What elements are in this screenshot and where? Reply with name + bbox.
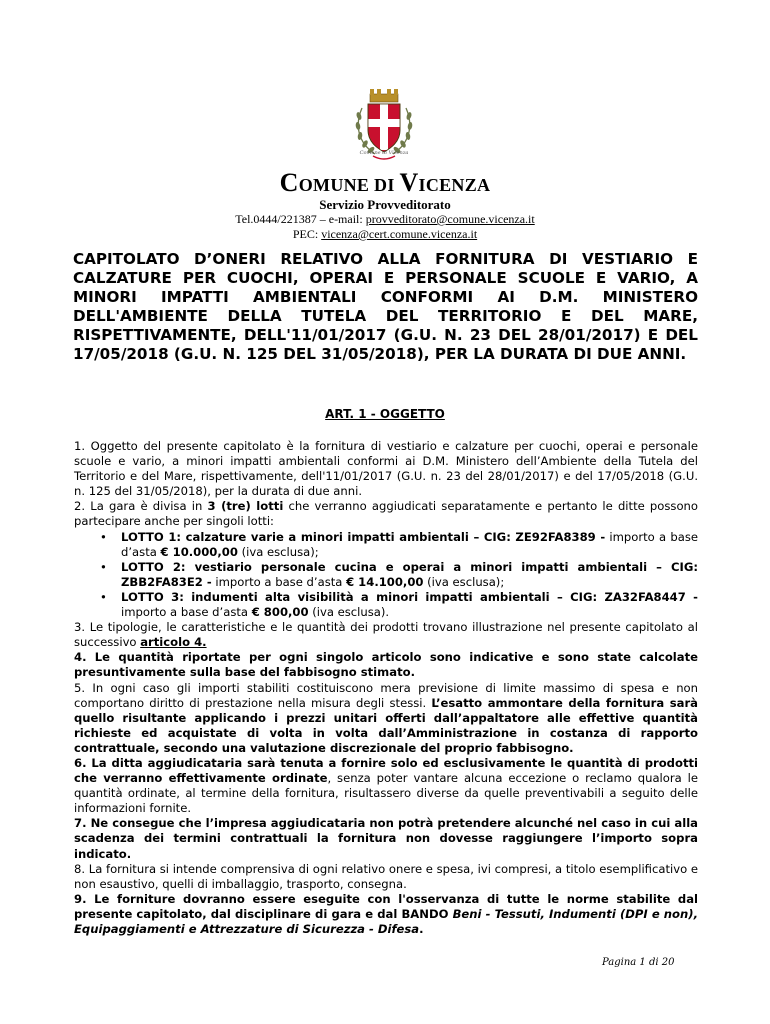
- page-number: Pagina 1 di 20: [602, 957, 675, 968]
- paragraph-2: 2. La gara è divisa in 3 (tre) lotti che verranno aggiudicati separatamente e pertanto le ditte possono partecipare anche per singoli lotti:: [74, 499, 698, 529]
- paragraph-7: 7. Ne consegue che l’impresa aggiudicataria non potrà pretendere alcunché nel caso in cui alla scadenza dei termini contrattuali la fornitura non dovesse raggiungere l’importo sopra indicato.: [74, 816, 698, 861]
- list-item: • LOTTO 2: vestiario personale cucina e operai a minori impatti ambientali – CIG: ZBB2FA83E2 - importo a base d’asta € 14.100,00 (iva esclusa);: [121, 560, 698, 590]
- crest-caption: Comune di Vicenza: [359, 150, 409, 156]
- list-item: • LOTTO 3: indumenti alta visibilità a minori impatti ambientali – CIG: ZA32FA8447 - importo a base d’asta € 800,00 (iva esclusa).: [121, 590, 698, 620]
- paragraph-3: 3. Le tipologie, le caratteristiche e le quantità dei prodotti trovano illustrazione nel presente capitolato al successivo articolo 4.: [74, 620, 698, 650]
- paragraph-9: 9. Le forniture dovranno essere eseguite con l'osservanza di tutte le norme stabilite dal presente capitolato, dal disciplinare di gara e dal BANDO Beni - Tessuti, Indumenti (DPI e non), Equipaggiamenti e Attrezzature di Sicurezza - Difesa.: [74, 891, 698, 936]
- contact-line: Tel.0444/221387 – e-mail: provveditorato@comune.vicenza.it: [235, 212, 535, 226]
- pec-link[interactable]: vicenza@cert.comune.vicenza.it: [321, 227, 478, 241]
- article-4-link[interactable]: articolo 4.: [140, 635, 207, 650]
- page-title: COMUNE DI VICENZA: [279, 168, 491, 197]
- lots-list: [74, 530, 698, 621]
- article-body: [74, 439, 698, 937]
- paragraph-4: 4. Le quantità riportate per ogni singolo articolo sono indicative e sono state calcolate presuntivamente sulla base del fabbisogno stimato.: [74, 650, 698, 680]
- service-name: Servizio Provveditorato: [319, 197, 451, 212]
- list-item: • LOTTO 1: calzature varie a minori impatti ambientali – CIG: ZE92FA8389 - importo a base d’asta € 10.000,00 (iva esclusa);: [121, 530, 698, 560]
- paragraph-1: 1. Oggetto del presente capitolato è la fornitura di vestiario e calzature per cuochi, operai e personale scuole e vario, a minori impatti ambientali conformi ai D.M. Ministero dell’Ambiente della Tutela del Territorio e del Mare, rispettivamente, dell'11/01/2017 (G.U. n. 23 del 28/01/2017) e del 17/05/2018 (G.U. n. 125 del 31/05/2018), per la durata di due anni.: [74, 439, 698, 499]
- document-heading: CAPITOLATO D’ONERI RELATIVO ALLA FORNITURA DI VESTIARIO E CALZATURE PER CUOCHI, OPERAI E PERSONALE SCUOLE E VARIO, A MINORI IMPATTI AMBIENTALI CONFORMI AI D.M. MINISTERO DELL'AMBIENTE DELLA TUTELA DEL TERRITORIO E DEL MARE, RISPETTIVAMENTE, DELL'11/01/2017 (G.U. N. 23 DEL 28/01/2017) E DEL 17/05/2018 (G.U. N. 125 DEL 31/05/2018), PER LA DURATA DI DUE ANNI.: [73, 250, 698, 363]
- paragraph-8: 8. La fornitura si intende comprensiva di ogni relativo onere e spesa, ivi compresi, a titolo esemplificativo e non esaustivo, quelli di imballaggio, trasporto, consegna.: [74, 861, 698, 891]
- article-title: ART. 1 - OGGETTO: [325, 407, 445, 421]
- email-link[interactable]: provveditorato@comune.vicenza.it: [365, 212, 535, 226]
- paragraph-5: 5. In ogni caso gli importi stabiliti costituiscono mera previsione di limite massimo di spesa e non comportano diritto di prestazione nella misura degli stessi. L’esatto ammontare della fornitura sarà quello risultante applicando i prezzi unitari offerti dall’appaltatore alle effettive quantità richieste ed acquistate di volta in volta dall’Amministrazione in costanza di rapporto contrattuale, secondo una valutazione discrezionale del proprio fabbisogno.: [74, 680, 698, 755]
- paragraph-6: 6. La ditta aggiudicataria sarà tenuta a fornire solo ed esclusivamente le quantità di prodotti che verranno effettivamente ordinate, senza poter vantare alcuna eccezione o reclamo qualora le quantità ordinate, al termine della fornitura, risultassero diverse da quelle preventivabili a seguito delle informazioni fornite.: [74, 755, 698, 816]
- pec-line: PEC: vicenza@cert.comune.vicenza.it: [292, 227, 478, 241]
